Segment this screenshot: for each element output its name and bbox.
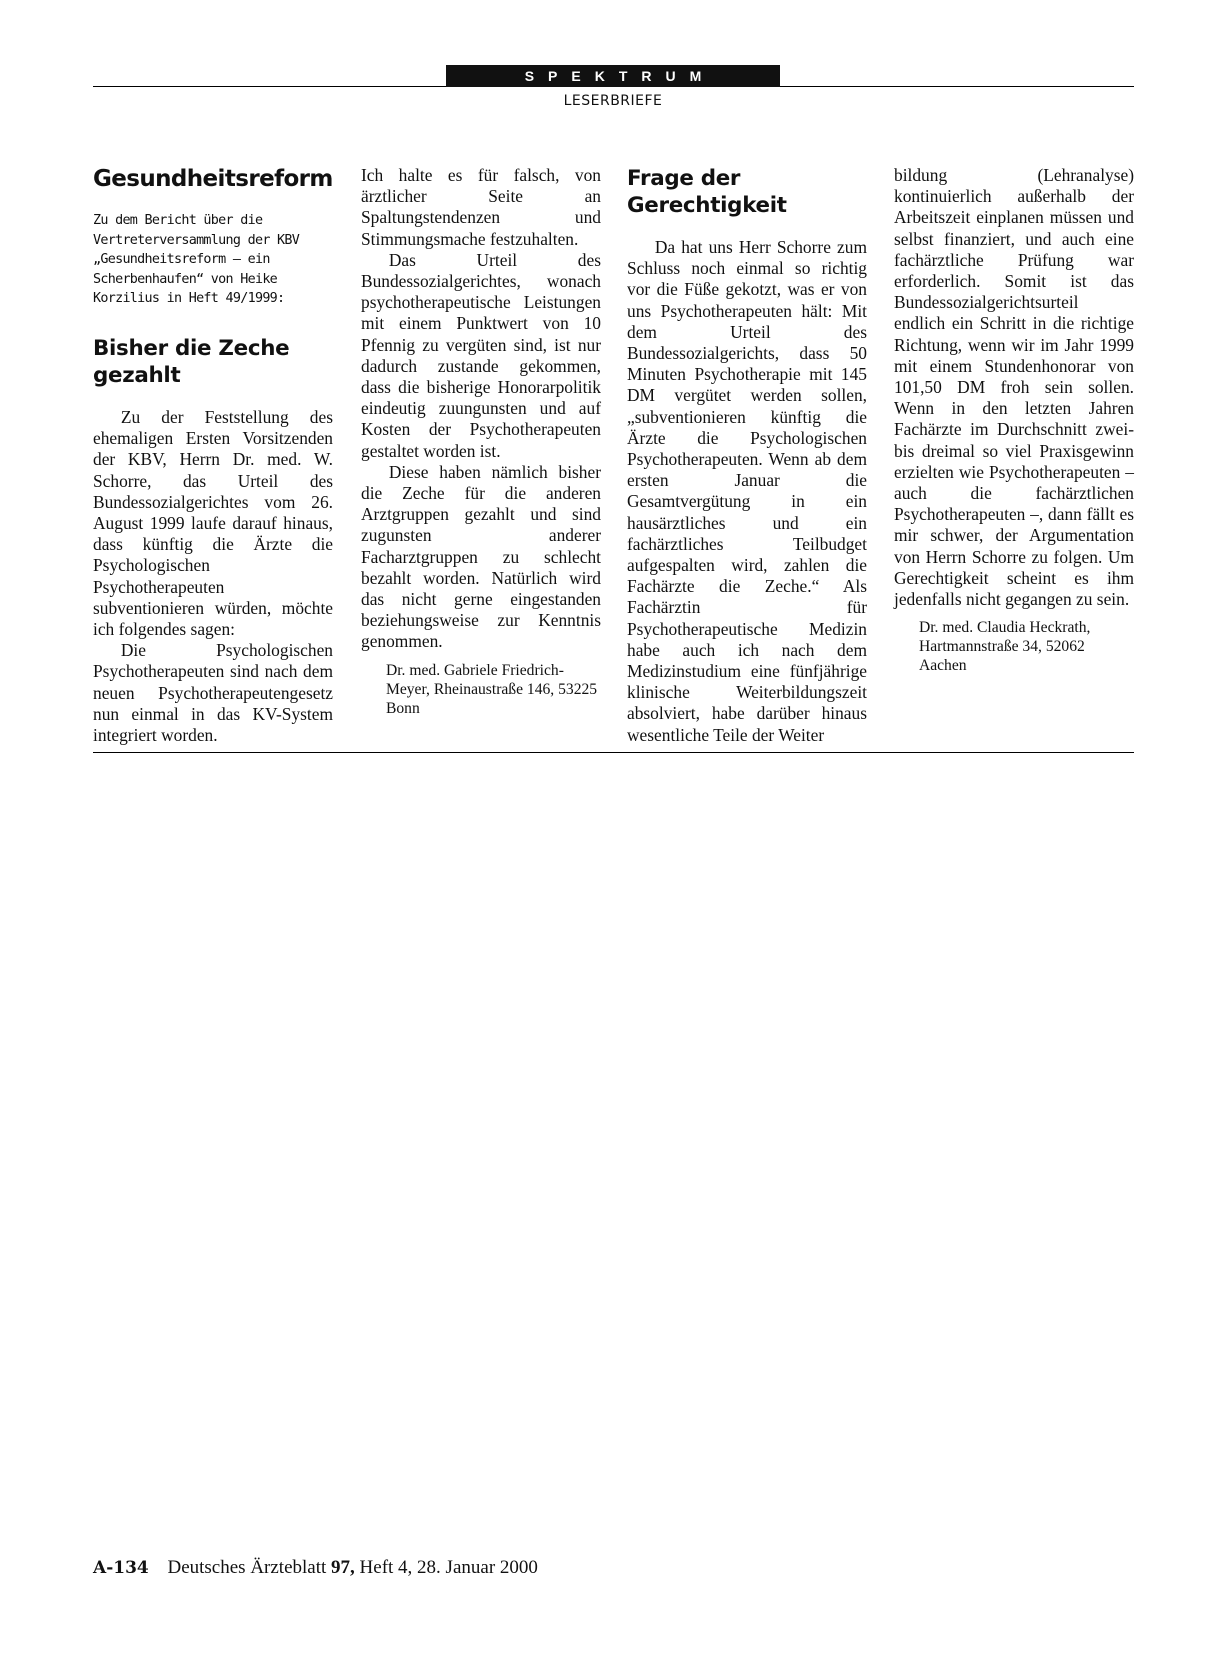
journal-name: Deutsches Ärzteblatt bbox=[167, 1557, 327, 1578]
page-number: A-134 bbox=[93, 1558, 149, 1578]
issue-date: Heft 4, 28. Januar 2000 bbox=[359, 1557, 538, 1578]
subsection-label: LESERBRIEFE bbox=[563, 93, 663, 109]
letter1-paragraph-2-start: Die Psychologischen Psychotherapeuten sind nach dem neuen Psychotherapeutengesetz nun einmal in das KV-System integriert worden. bbox=[93, 640, 333, 746]
letter1-signature: Dr. med. Gabriele Friedrich-Meyer, Rheinaustraße 146, 53225 Bonn bbox=[385, 661, 598, 717]
letter1-paragraph-2-cont: Ich halte es für falsch, von ärztlicher Seite an Spaltungstendenzen und Stimmungsmache festzuhalten. bbox=[361, 165, 601, 249]
letter1-paragraph-1: Zu der Feststellung des ehemaligen Ersten Vorsitzenden der KBV, Herrn Dr. med. W. Schorre, das Urteil des Bundessozialgerichtes vom 26. August 1999 laufe darauf hinaus, dass künftig die Ärzte die Psychologischen Psychotherapeuten subventionieren würden, möchte ich folgendes sagen: bbox=[93, 406, 333, 639]
column-2 bbox=[361, 165, 601, 718]
column-3 bbox=[627, 165, 867, 746]
letter1-paragraph-3: Das Urteil des Bundessozialgerichtes, wonach psychotherapeutische Leistungen mit einem Punktwert von 10 Pfennig zu vergüten sind, ist nur dadurch zustande gekommen, dass die bisherige Honorarpolitik eindeutig zuungunsten und auf Kosten der Psychotherapeuten gestaltet worden ist. bbox=[361, 249, 601, 461]
letter2-signature: Dr. med. Claudia Heckrath, Hartmannstraße 34, 52062 Aachen bbox=[918, 619, 1091, 675]
section-banner: SPEKTRUM bbox=[446, 65, 780, 87]
intro-text: Zu dem Bericht über die Vertreterversammlung der KBV „Gesundheitsreform – ein Scherbenhaufen“ von Heike Korzilius in Heft 49/1999: bbox=[93, 213, 300, 307]
column-4 bbox=[894, 165, 1134, 675]
column-1 bbox=[93, 165, 333, 746]
letter1-paragraph-4: Diese haben nämlich bisher die Zeche für die anderen Arztgruppen gezahlt und sind zugunsten anderer Facharztgruppen zu schlecht bezahlt worden. Natürlich wird das nicht gerne eingestanden beziehungsweise zur Kenntnis genommen. bbox=[361, 461, 601, 652]
journal-volume: 97, bbox=[331, 1557, 355, 1578]
page-footer bbox=[93, 1557, 538, 1579]
letter2-paragraph-cont: bildung (Lehranalyse) kontinuierlich außerhalb der Arbeitszeit einplanen müssen und selbst finanziert, und auch eine fachärztliche Prüfung war erforderlich. Somit ist das Bundessozialgerichtsurteil endlich ein Schritt in die richtige Richtung, wenn wir im Jahr 1999 mit einem Stundenhonorar von 101,50 DM froh sein sollen. Wenn in den letzten Jahren Fachärzte im Durchschnitt zwei- bis dreimal so viel Praxisgewinn erzielten wie Psychotherapeuten – auch die fachärztlichen Psychotherapeuten –, dann fällt es mir schwer, der Argumentation von Herrn Schorre zu folgen. Um Gerechtigkeit scheint es ihm jedenfalls nicht gegangen zu sein. bbox=[894, 165, 1134, 610]
letter2-heading: Frage der Gerechtigkeit bbox=[627, 166, 787, 218]
section-title: Gesundheitsreform bbox=[93, 166, 333, 192]
letter1-heading: Bisher die Zeche gezahlt bbox=[93, 335, 290, 388]
letter2-paragraph-start: Da hat uns Herr Schorre zum Schluss noch einmal so richtig vor die Füße gekotzt, was er von uns Psychotherapeuten hält: Mit dem Urteil des Bundessozialgerichts, dass 50 Minuten Psychotherapie mit 145 DM vergütet werden sollen, „subventionieren künftig die Ärzte die Psychologischen Psychotherapeuten. Wenn ab dem ersten Januar die Gesamtvergütung in ein hausärztliches und ein fachärztliches Teilbudget aufgespalten wird, zahlen die Fachärzte die Zeche.“ Als Fachärztin für Psychotherapeutische Medizin habe auch ich nach dem Medizinstudium eine fünfjährige klinische Weiterbildungszeit absolviert, habe darüber hinaus wesentliche Teile der Weiter bbox=[627, 237, 867, 745]
article-bottom-rule bbox=[93, 752, 1134, 753]
